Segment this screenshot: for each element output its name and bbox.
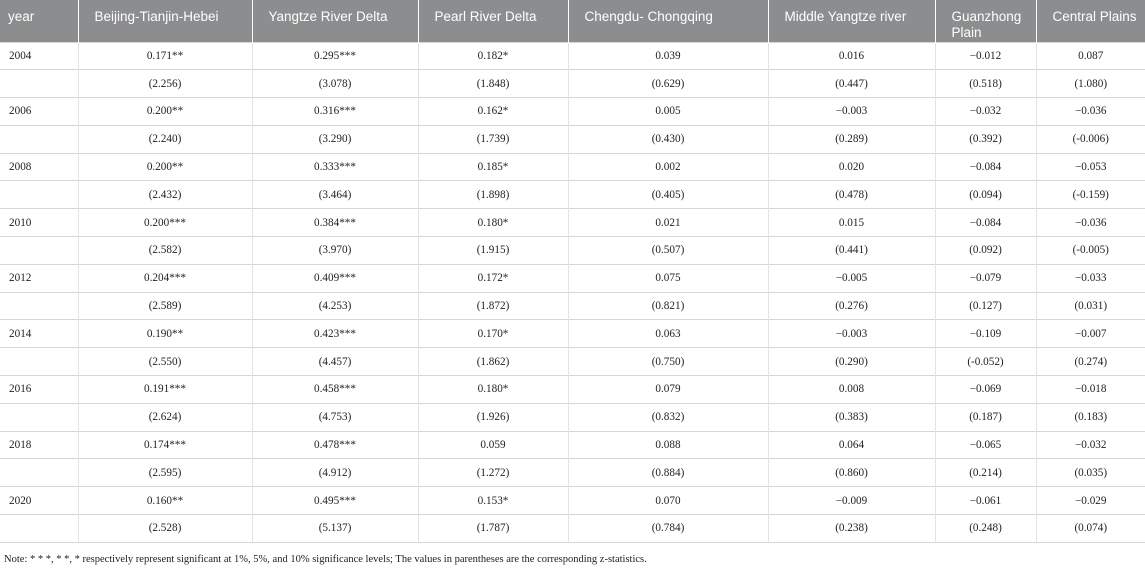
value-cell: −0.084 bbox=[935, 209, 1036, 237]
table-row-z-statistic bbox=[0, 403, 1145, 431]
table-body bbox=[0, 42, 1145, 542]
value-cell: (1.898) bbox=[418, 181, 568, 209]
value-cell: 0.478*** bbox=[252, 431, 418, 459]
header-central-plains: Central Plains bbox=[1036, 0, 1145, 42]
value-cell: −0.005 bbox=[768, 264, 935, 292]
value-cell: (0.074) bbox=[1036, 515, 1145, 543]
table-row-coefficient bbox=[0, 264, 1145, 292]
value-cell: −0.061 bbox=[935, 487, 1036, 515]
header-chengdu-chongqing: Chengdu- Chongqing bbox=[568, 0, 768, 42]
year-cell bbox=[0, 292, 78, 320]
value-cell: (0.183) bbox=[1036, 403, 1145, 431]
value-cell: (0.383) bbox=[768, 403, 935, 431]
header-year: year bbox=[0, 0, 78, 42]
table-row-coefficient bbox=[0, 320, 1145, 348]
table-row-coefficient bbox=[0, 431, 1145, 459]
table-row-coefficient bbox=[0, 376, 1145, 404]
year-cell: 2018 bbox=[0, 431, 78, 459]
value-cell: 0.162* bbox=[418, 98, 568, 126]
value-cell: −0.003 bbox=[768, 320, 935, 348]
value-cell: 0.079 bbox=[568, 376, 768, 404]
year-cell bbox=[0, 459, 78, 487]
table-row-z-statistic bbox=[0, 70, 1145, 98]
value-cell: (-0.052) bbox=[935, 348, 1036, 376]
value-cell: (4.753) bbox=[252, 403, 418, 431]
value-cell: (2.589) bbox=[78, 292, 252, 320]
table-row-z-statistic bbox=[0, 459, 1145, 487]
value-cell: 0.021 bbox=[568, 209, 768, 237]
table-row-coefficient bbox=[0, 153, 1145, 181]
value-cell: (-0.159) bbox=[1036, 181, 1145, 209]
value-cell: 0.174*** bbox=[78, 431, 252, 459]
table-row-z-statistic bbox=[0, 348, 1145, 376]
year-cell: 2008 bbox=[0, 153, 78, 181]
value-cell: 0.495*** bbox=[252, 487, 418, 515]
table-row-z-statistic bbox=[0, 292, 1145, 320]
value-cell: (4.253) bbox=[252, 292, 418, 320]
value-cell: (0.884) bbox=[568, 459, 768, 487]
value-cell: (1.080) bbox=[1036, 70, 1145, 98]
year-cell bbox=[0, 125, 78, 153]
value-cell: (0.405) bbox=[568, 181, 768, 209]
value-cell: (5.137) bbox=[252, 515, 418, 543]
value-cell: −0.003 bbox=[768, 98, 935, 126]
value-cell: (0.447) bbox=[768, 70, 935, 98]
value-cell: (2.624) bbox=[78, 403, 252, 431]
value-cell: (0.392) bbox=[935, 125, 1036, 153]
value-cell: 0.070 bbox=[568, 487, 768, 515]
value-cell: 0.015 bbox=[768, 209, 935, 237]
value-cell: −0.012 bbox=[935, 42, 1036, 70]
value-cell: 0.039 bbox=[568, 42, 768, 70]
value-cell: (0.430) bbox=[568, 125, 768, 153]
value-cell: (2.432) bbox=[78, 181, 252, 209]
value-cell: (0.094) bbox=[935, 181, 1036, 209]
value-cell: 0.002 bbox=[568, 153, 768, 181]
year-cell bbox=[0, 237, 78, 265]
value-cell: (2.582) bbox=[78, 237, 252, 265]
year-cell: 2006 bbox=[0, 98, 78, 126]
value-cell: (1.739) bbox=[418, 125, 568, 153]
year-cell: 2010 bbox=[0, 209, 78, 237]
value-cell: −0.053 bbox=[1036, 153, 1145, 181]
value-cell: 0.064 bbox=[768, 431, 935, 459]
value-cell: (2.240) bbox=[78, 125, 252, 153]
year-cell bbox=[0, 403, 78, 431]
value-cell: −0.069 bbox=[935, 376, 1036, 404]
year-cell bbox=[0, 70, 78, 98]
value-cell: 0.016 bbox=[768, 42, 935, 70]
table-row-coefficient bbox=[0, 487, 1145, 515]
value-cell: 0.008 bbox=[768, 376, 935, 404]
year-cell: 2014 bbox=[0, 320, 78, 348]
value-cell: 0.190** bbox=[78, 320, 252, 348]
value-cell: 0.160** bbox=[78, 487, 252, 515]
value-cell: −0.032 bbox=[1036, 431, 1145, 459]
value-cell: (0.127) bbox=[935, 292, 1036, 320]
value-cell: 0.333*** bbox=[252, 153, 418, 181]
value-cell: (0.031) bbox=[1036, 292, 1145, 320]
value-cell: 0.020 bbox=[768, 153, 935, 181]
value-cell: (0.274) bbox=[1036, 348, 1145, 376]
value-cell: (1.872) bbox=[418, 292, 568, 320]
header-middle-yangtze-river: Middle Yangtze river bbox=[768, 0, 935, 42]
value-cell: (2.256) bbox=[78, 70, 252, 98]
value-cell: −0.009 bbox=[768, 487, 935, 515]
value-cell: 0.170* bbox=[418, 320, 568, 348]
value-cell: 0.075 bbox=[568, 264, 768, 292]
year-cell bbox=[0, 181, 78, 209]
table-row-z-statistic bbox=[0, 181, 1145, 209]
value-cell: (0.750) bbox=[568, 348, 768, 376]
value-cell: (-0.005) bbox=[1036, 237, 1145, 265]
value-cell: 0.063 bbox=[568, 320, 768, 348]
value-cell: (0.238) bbox=[768, 515, 935, 543]
year-cell: 2004 bbox=[0, 42, 78, 70]
table-row-coefficient bbox=[0, 98, 1145, 126]
value-cell: (0.092) bbox=[935, 237, 1036, 265]
value-cell: (0.507) bbox=[568, 237, 768, 265]
value-cell: (3.078) bbox=[252, 70, 418, 98]
value-cell: (0.276) bbox=[768, 292, 935, 320]
value-cell: −0.065 bbox=[935, 431, 1036, 459]
value-cell: 0.172* bbox=[418, 264, 568, 292]
value-cell: (2.550) bbox=[78, 348, 252, 376]
value-cell: (0.518) bbox=[935, 70, 1036, 98]
value-cell: 0.171** bbox=[78, 42, 252, 70]
value-cell: (0.214) bbox=[935, 459, 1036, 487]
value-cell: (0.290) bbox=[768, 348, 935, 376]
value-cell: 0.087 bbox=[1036, 42, 1145, 70]
value-cell: (3.970) bbox=[252, 237, 418, 265]
value-cell: (1.848) bbox=[418, 70, 568, 98]
value-cell: (0.478) bbox=[768, 181, 935, 209]
value-cell: (2.528) bbox=[78, 515, 252, 543]
value-cell: (0.821) bbox=[568, 292, 768, 320]
value-cell: (0.289) bbox=[768, 125, 935, 153]
value-cell: 0.153* bbox=[418, 487, 568, 515]
value-cell: −0.036 bbox=[1036, 209, 1145, 237]
value-cell: (1.272) bbox=[418, 459, 568, 487]
value-cell: 0.458*** bbox=[252, 376, 418, 404]
value-cell: 0.005 bbox=[568, 98, 768, 126]
value-cell: (3.290) bbox=[252, 125, 418, 153]
value-cell: 0.059 bbox=[418, 431, 568, 459]
value-cell: 0.185* bbox=[418, 153, 568, 181]
value-cell: (3.464) bbox=[252, 181, 418, 209]
table-row-z-statistic bbox=[0, 125, 1145, 153]
value-cell: 0.180* bbox=[418, 376, 568, 404]
header-yangtze-river-delta: Yangtze River Delta bbox=[252, 0, 418, 42]
value-cell: 0.088 bbox=[568, 431, 768, 459]
value-cell: −0.029 bbox=[1036, 487, 1145, 515]
value-cell: 0.409*** bbox=[252, 264, 418, 292]
value-cell: 0.200** bbox=[78, 98, 252, 126]
value-cell: (4.912) bbox=[252, 459, 418, 487]
value-cell: 0.180* bbox=[418, 209, 568, 237]
value-cell: (1.787) bbox=[418, 515, 568, 543]
value-cell: (0.035) bbox=[1036, 459, 1145, 487]
value-cell: (0.187) bbox=[935, 403, 1036, 431]
year-cell: 2016 bbox=[0, 376, 78, 404]
value-cell: (0.860) bbox=[768, 459, 935, 487]
value-cell: −0.109 bbox=[935, 320, 1036, 348]
table-header bbox=[0, 0, 1145, 42]
year-cell: 2012 bbox=[0, 264, 78, 292]
value-cell: −0.084 bbox=[935, 153, 1036, 181]
value-cell: −0.079 bbox=[935, 264, 1036, 292]
year-cell bbox=[0, 348, 78, 376]
value-cell: 0.295*** bbox=[252, 42, 418, 70]
value-cell: −0.036 bbox=[1036, 98, 1145, 126]
table-row-coefficient bbox=[0, 209, 1145, 237]
value-cell: (2.595) bbox=[78, 459, 252, 487]
value-cell: (0.784) bbox=[568, 515, 768, 543]
table-row-z-statistic bbox=[0, 515, 1145, 543]
value-cell: −0.018 bbox=[1036, 376, 1145, 404]
value-cell: 0.200*** bbox=[78, 209, 252, 237]
value-cell: 0.384*** bbox=[252, 209, 418, 237]
value-cell: 0.191*** bbox=[78, 376, 252, 404]
value-cell: (0.441) bbox=[768, 237, 935, 265]
year-cell: 2020 bbox=[0, 487, 78, 515]
header-guanzhong-plain: Guanzhong Plain bbox=[935, 0, 1036, 42]
value-cell: (0.832) bbox=[568, 403, 768, 431]
value-cell: 0.200** bbox=[78, 153, 252, 181]
value-cell: (-0.006) bbox=[1036, 125, 1145, 153]
table-row-coefficient bbox=[0, 42, 1145, 70]
value-cell: (0.248) bbox=[935, 515, 1036, 543]
header-row bbox=[0, 0, 1145, 42]
value-cell: (4.457) bbox=[252, 348, 418, 376]
value-cell: (1.926) bbox=[418, 403, 568, 431]
header-pearl-river-delta: Pearl River Delta bbox=[418, 0, 568, 42]
value-cell: 0.423*** bbox=[252, 320, 418, 348]
value-cell: 0.316*** bbox=[252, 98, 418, 126]
value-cell: 0.182* bbox=[418, 42, 568, 70]
value-cell: (1.915) bbox=[418, 237, 568, 265]
value-cell: 0.204*** bbox=[78, 264, 252, 292]
value-cell: −0.007 bbox=[1036, 320, 1145, 348]
table-note: Note: * * *, * *, * respectively represent significant at 1%, 5%, and 10% significance levels; The values in parentheses are the corresponding z-statistics. bbox=[4, 554, 647, 565]
table-row-z-statistic bbox=[0, 237, 1145, 265]
year-cell bbox=[0, 515, 78, 543]
value-cell: −0.033 bbox=[1036, 264, 1145, 292]
header-beijing-tianjin-hebei: Beijing-Tianjin-Hebei bbox=[78, 0, 252, 42]
value-cell: (0.629) bbox=[568, 70, 768, 98]
value-cell: (1.862) bbox=[418, 348, 568, 376]
value-cell: −0.032 bbox=[935, 98, 1036, 126]
